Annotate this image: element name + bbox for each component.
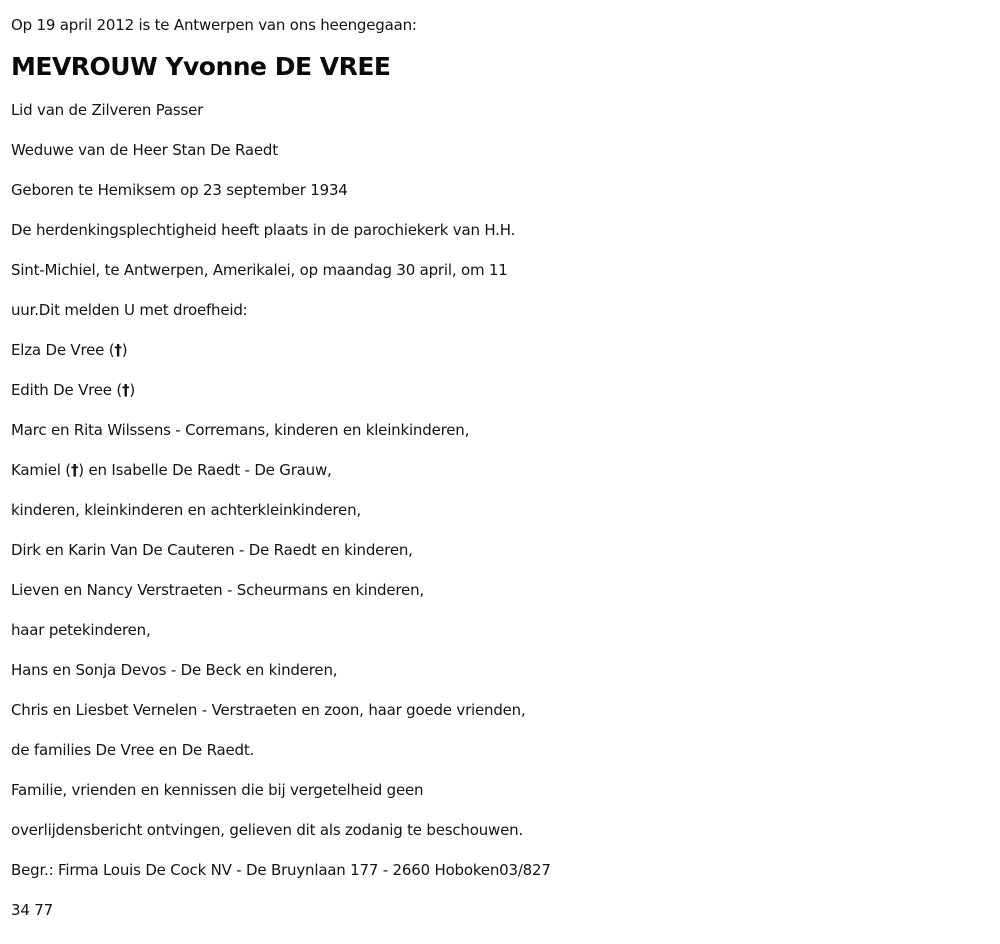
mourner-line <box>11 370 991 410</box>
mourner-text: Kamiel ( <box>11 461 71 479</box>
detail-line: Sint-Michiel, te Antwerpen, Amerikalei, op maandag 30 april, om 11 <box>11 261 508 279</box>
mourner-line <box>11 330 991 370</box>
mourner-text: kinderen, kleinkinderen en achterkleinkinderen, <box>11 501 361 519</box>
death-notice <box>11 6 991 930</box>
mourner-line <box>11 610 991 650</box>
mourner-text: Hans en Sonja Devos - De Beck en kinderen, <box>11 661 338 679</box>
mourner-text: Chris en Liesbet Vernelen - Verstraeten en zoon, haar goede vrienden, <box>11 701 526 719</box>
mourner-line <box>11 730 991 770</box>
detail-line: Lid van de Zilveren Passer <box>11 101 204 119</box>
mourner-line <box>11 490 991 530</box>
closing-line: overlijdensbericht ontvingen, gelieven dit als zodanig te beschouwen. <box>11 821 523 839</box>
intro-line: Op 19 april 2012 is te Antwerpen van ons heengegaan: <box>11 16 417 34</box>
mourner-text: Lieven en Nancy Verstraeten - Scheurmans en kinderen, <box>11 581 424 599</box>
mourner-text: ) <box>121 341 128 359</box>
mourner-text: ) <box>129 381 136 399</box>
mourner-text: Dirk en Karin Van De Cauteren - De Raedt en kinderen, <box>11 541 413 559</box>
mourner-line <box>11 530 991 570</box>
deceased-name: MEVROUW Yvonne DE VREE <box>11 52 391 81</box>
detail-line: De herdenkingsplechtigheid heeft plaats in de parochiekerk van H.H. <box>11 221 516 239</box>
detail-line: Geboren te Hemiksem op 23 september 1934 <box>11 181 348 199</box>
detail-line: Weduwe van de Heer Stan De Raedt <box>11 141 278 159</box>
cross-icon: † <box>122 381 130 399</box>
phone-continuation-line: 34 77 <box>11 901 53 919</box>
mourner-line <box>11 570 991 610</box>
mourner-line <box>11 650 991 690</box>
mourner-text: Marc en Rita Wilssens - Corremans, kinderen en kleinkinderen, <box>11 421 470 439</box>
closing-line: Familie, vrienden en kennissen die bij vergetelheid geen <box>11 781 424 799</box>
funeral-director-line: Begr.: Firma Louis De Cock NV - De Bruynlaan 177 - 2660 Hoboken03/827 <box>11 861 551 879</box>
mourner-text: de families De Vree en De Raedt. <box>11 741 255 759</box>
cross-icon: † <box>114 341 122 359</box>
detail-line: uur.Dit melden U met droefheid: <box>11 301 248 319</box>
mourner-text: haar petekinderen, <box>11 621 151 639</box>
mourner-text: Elza De Vree ( <box>11 341 115 359</box>
mourner-line <box>11 450 991 490</box>
mourner-text: ) en Isabelle De Raedt - De Grauw, <box>78 461 332 479</box>
mourner-line <box>11 410 991 450</box>
mourner-text: Edith De Vree ( <box>11 381 123 399</box>
mourner-line <box>11 690 991 730</box>
cross-icon: † <box>70 461 79 479</box>
